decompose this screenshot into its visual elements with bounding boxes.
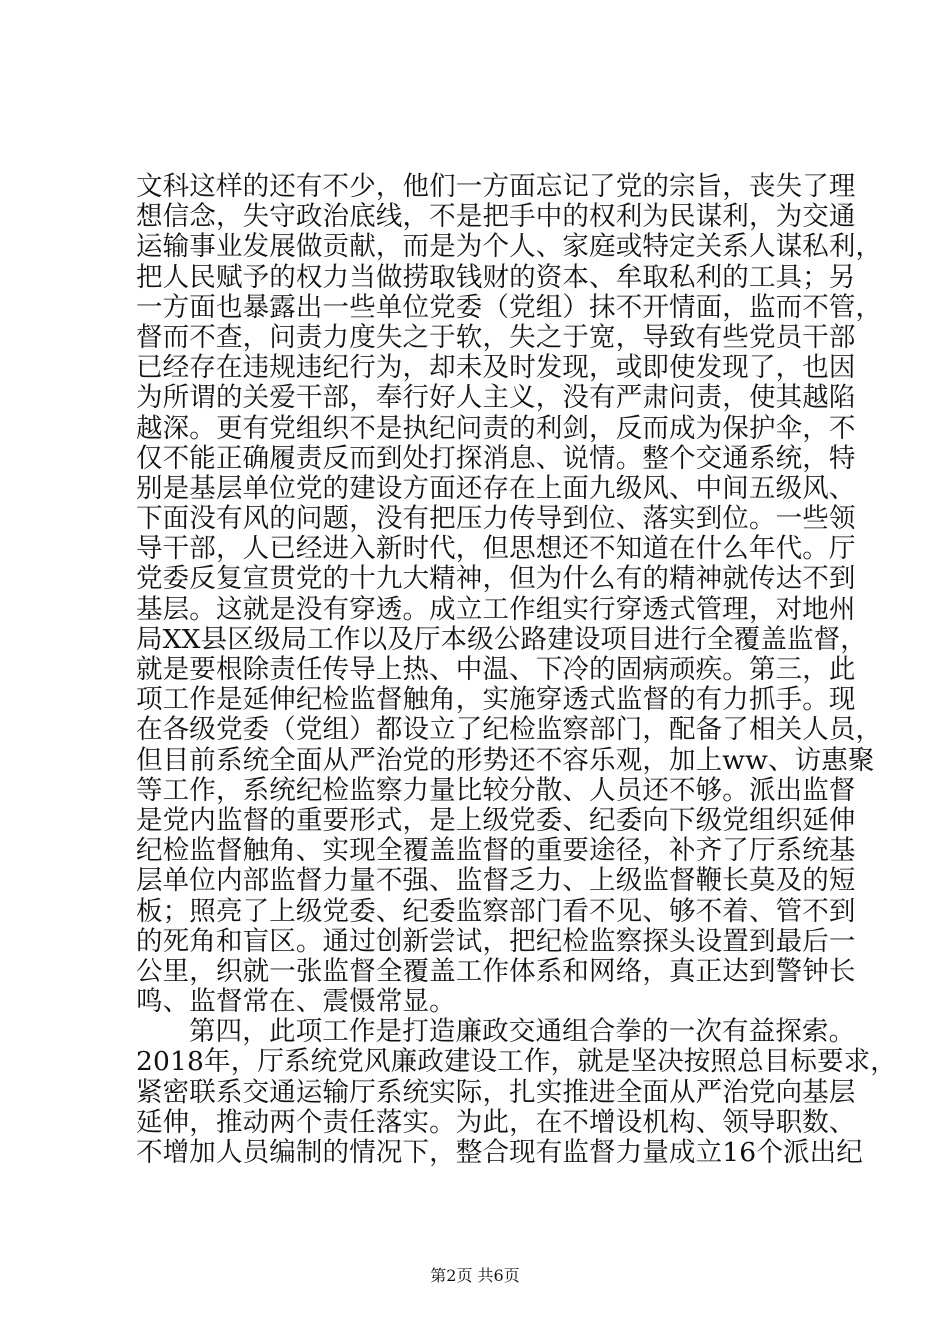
text-line: 是党内监督的重要形式，是上级党委、纪委向下级党组织延伸 bbox=[136, 804, 856, 836]
text-line: 越深。更有党组织不是执纪问责的利剑，反而成为保护伞，不 bbox=[136, 412, 856, 444]
text-line: 公里，织就一张监督全覆盖工作体系和网络，真正达到警钟长 bbox=[136, 955, 856, 987]
text-line: 导干部，人已经进入新时代，但思想还不知道在什么年代。厅 bbox=[136, 533, 856, 565]
text-line: 鸣、监督常在、震慑常显。 bbox=[136, 986, 456, 1018]
text-line: 别是基层单位党的建设方面还存在上面九级风、中间五级风、 bbox=[136, 472, 856, 504]
paragraph-start-line: 第四，此项工作是打造廉政交通组合拳的一次有益探索。 bbox=[189, 1016, 856, 1048]
text-line: 想信念，失守政治底线，不是把手中的权利为民谋利，为交通 bbox=[136, 201, 856, 233]
text-line: 已经存在违规违纪行为，却未及时发现，或即使发现了，也因 bbox=[136, 352, 856, 384]
text-line: 就是要根除责任传导上热、中温、下冷的固病顽疾。第三，此 bbox=[136, 654, 856, 685]
text-line: 2018年，厅系统党风廉政建设工作，就是坚决按照总目标要求， bbox=[136, 1046, 897, 1078]
text-line: 运输事业发展做贡献，而是为个人、家庭或特定关系人谋私利， bbox=[136, 231, 883, 263]
text-line: 为所谓的关爱干部，奉行好人主义，没有严肃问责，使其越陷 bbox=[136, 382, 856, 414]
body-text bbox=[136, 171, 897, 1168]
text-line: 层单位内部监督力量不强、监督乏力、上级监督鞭长莫及的短 bbox=[136, 865, 856, 897]
text-line: 项工作是延伸纪检监督触角，实施穿透式监督的有力抓手。现 bbox=[136, 684, 856, 716]
text-line: 延伸，推动两个责任落实。为此，在不增设机构、领导职数、 bbox=[136, 1106, 856, 1138]
text-line: 基层。这就是没有穿透。成立工作组实行穿透式管理，对地州 bbox=[136, 593, 856, 625]
page-number-footer: 第2页 共6页 bbox=[430, 1266, 520, 1285]
text-line: 在各级党委（党组）都设立了纪检监察部门，配备了相关人员， bbox=[136, 714, 883, 746]
text-line: 等工作，系统纪检监察力量比较分散、人员还不够。派出监督 bbox=[136, 774, 856, 806]
text-line: 板；照亮了上级党委、纪委监察部门看不见、够不着、管不到 bbox=[136, 895, 856, 927]
text-line: 但目前系统全面从严治党的形势还不容乐观，加上ww、访惠聚 bbox=[136, 744, 875, 776]
text-line: 党委反复宣贯党的十九大精神，但为什么有的精神就传达不到 bbox=[136, 563, 856, 595]
text-line: 下面没有风的问题，没有把压力传导到位、落实到位。一些领 bbox=[136, 503, 856, 535]
text-line: 纪检监督触角、实现全覆盖监督的重要途径，补齐了厅系统基 bbox=[136, 835, 856, 867]
text-line: 局XX县区级局工作以及厅本级公路建设项目进行全覆盖监督， bbox=[136, 623, 867, 655]
text-line: 督而不查，问责力度失之于软，失之于宽，导致有些党员干部 bbox=[136, 321, 856, 353]
text-line: 一方面也暴露出一些单位党委（党组）抹不开情面，监而不管， bbox=[136, 291, 883, 323]
text-line: 紧密联系交通运输厅系统实际，扎实推进全面从严治党向基层 bbox=[136, 1076, 856, 1108]
text-line: 的死角和盲区。通过创新尝试，把纪检监察探头设置到最后一 bbox=[136, 925, 856, 957]
text-line: 文科这样的还有不少，他们一方面忘记了党的宗旨，丧失了理 bbox=[136, 171, 856, 202]
text-line: 不增加人员编制的情况下，整合现有监督力量成立16个派出纪 bbox=[136, 1137, 863, 1168]
text-line: 把人民赋予的权力当做捞取钱财的资本、牟取私利的工具；另 bbox=[136, 261, 856, 293]
text-line: 仅不能正确履责反而到处打探消息、说情。整个交通系统，特 bbox=[136, 442, 856, 474]
